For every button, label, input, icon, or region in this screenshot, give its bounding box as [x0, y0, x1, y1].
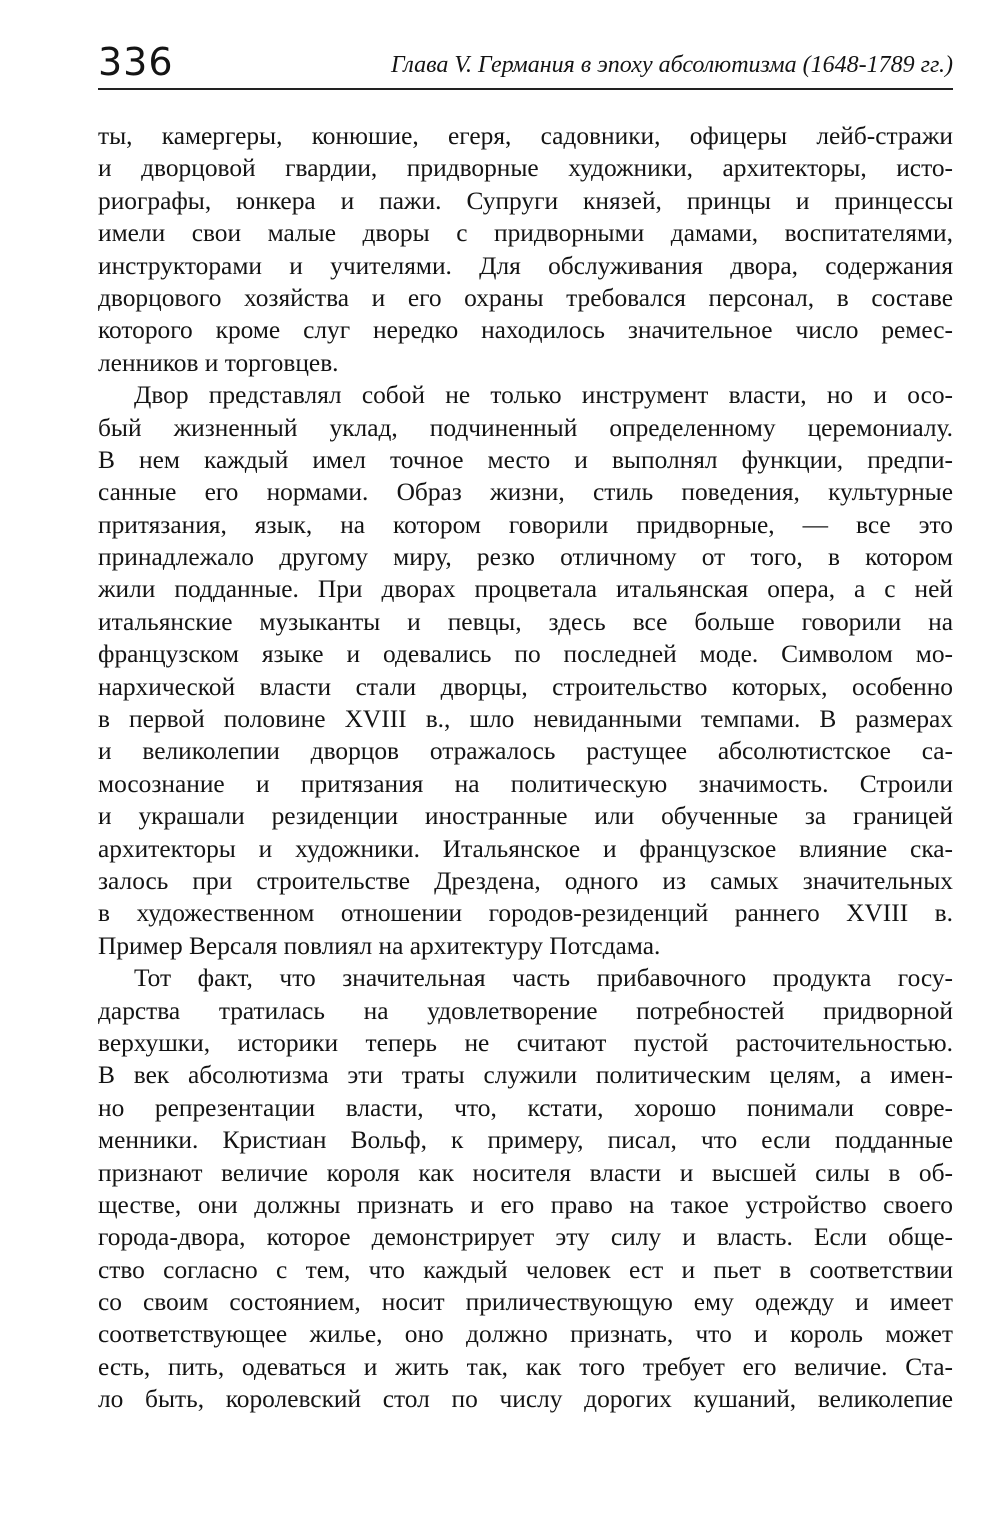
paragraph	[98, 120, 953, 379]
text-line: Двор представлял собой не только инструмент власти, но и осо-	[134, 381, 953, 410]
text-line: Пример Версаля повлиял на архитектуру Потсдама.	[98, 931, 661, 960]
text-line: итальянские музыканты и певцы, здесь все больше говорили на	[98, 607, 953, 636]
body-text	[98, 120, 953, 1416]
text-line: французском языке и одевались по последней моде. Символом мо-	[98, 640, 953, 669]
page-number: 336	[98, 40, 174, 84]
text-line: жили подданные. При дворах процветала итальянская опера, а с ней	[98, 575, 953, 604]
text-line: нархической власти стали дворцы, строительство которых, особенно	[98, 672, 953, 701]
text-line: залось при строительстве Дрездена, одного из самых значительных	[98, 866, 953, 895]
text-line: принадлежало другому миру, резко отличному от того, в котором	[98, 543, 953, 572]
text-line: и великолепии дворцов отражалось растущее абсолютистское са-	[98, 737, 953, 766]
text-line: признают величие короля как носителя власти и высшей силы в об-	[98, 1158, 953, 1187]
text-line: и дворцовой гвардии, придворные художники, архитекторы, исто-	[98, 154, 953, 183]
text-line: В век абсолютизма эти траты служили политическим целям, а имен-	[98, 1061, 953, 1090]
text-line: притязания, язык, на котором говорили придворные, — все это	[98, 510, 953, 539]
text-line: Тот факт, что значительная часть прибавочного продукта госу-	[134, 964, 953, 993]
running-head: Глава V. Германия в эпоху абсолютизма (1648-1789 гг.)	[391, 52, 953, 78]
text-line: со своим состоянием, носит приличествующую ему одежду и имеет	[98, 1288, 953, 1317]
text-line: дарства тратилась на удовлетворение потребностей придворной	[98, 996, 953, 1025]
text-line: имели свои малые дворы с придворными дамами, воспитателями,	[98, 219, 953, 248]
text-line: инструкторами и учителями. Для обслуживания двора, содержания	[98, 251, 953, 280]
text-line: ты, камергеры, конюшие, егеря, садовники, офицеры лейб-стражи	[98, 122, 953, 150]
paragraph	[98, 962, 953, 1415]
text-line: в первой половине XVIII в., шло невиданными темпами. В размерах	[98, 705, 953, 734]
text-line: дворцового хозяйства и его охраны требовался персонал, в составе	[98, 283, 953, 312]
text-line: риографы, юнкера и пажи. Супруги князей, принцы и принцессы	[98, 186, 953, 215]
text-line: которого кроме слуг нередко находилось значительное число ремес-	[98, 316, 953, 345]
text-line: верхушки, историки теперь не считают пустой расточительностью.	[98, 1028, 953, 1057]
text-line: ло быть, королевский стол по числу дорогих кушаний, великолепие	[98, 1385, 953, 1414]
paragraph	[98, 379, 953, 962]
text-line: соответствующее жилье, оно должно признать, что и король может	[98, 1320, 953, 1349]
text-line: ленников и торговцев.	[98, 348, 339, 377]
text-line: санные его нормами. Образ жизни, стиль поведения, культурные	[98, 478, 953, 507]
text-line: архитекторы и художники. Итальянское и французское влияние ска-	[98, 834, 953, 863]
text-line: менники. Кристиан Вольф, к примеру, писал, что если подданные	[98, 1126, 953, 1155]
text-line: в художественном отношении городов-резиденций раннего XVIII в.	[98, 899, 953, 928]
text-line: ство согласно с тем, что каждый человек ест и пьет в соответствии	[98, 1255, 953, 1284]
text-line: бый жизненный уклад, подчиненный определенному церемониалу.	[98, 413, 953, 442]
text-line: ществе, они должны признать и его право на такое устройство своего	[98, 1190, 953, 1219]
text-line: мосознание и притязания на политическую значимость. Строили	[98, 769, 953, 798]
text-line: В нем каждый имел точное место и выполнял функции, предпи-	[98, 445, 953, 474]
text-line: и украшали резиденции иностранные или обученные за границей	[98, 802, 953, 831]
text-line: есть, пить, одеваться и жить так, как того требует его величие. Ста-	[98, 1352, 953, 1381]
page-header	[98, 38, 953, 90]
text-line: но репрезентации власти, что, кстати, хорошо понимали совре-	[98, 1093, 953, 1122]
text-line: города-двора, которое демонстрирует эту силу и власть. Если обще-	[98, 1223, 953, 1252]
